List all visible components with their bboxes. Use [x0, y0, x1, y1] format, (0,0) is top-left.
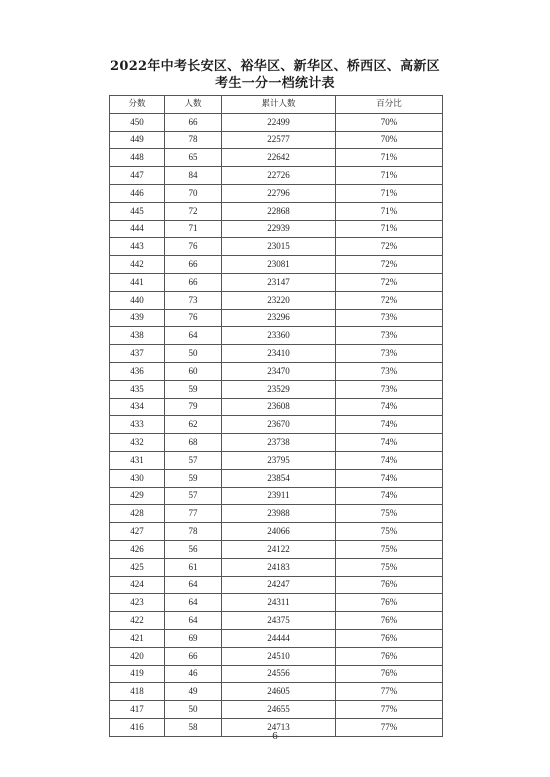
- cell-cumulative: 22642: [222, 149, 336, 167]
- column-header-percent: 百分比: [336, 96, 443, 114]
- table-row: [110, 540, 443, 558]
- cell-score: 444: [110, 220, 165, 238]
- cell-cumulative: 24183: [222, 558, 336, 576]
- table-row: [110, 683, 443, 701]
- cell-cumulative: 24247: [222, 576, 336, 594]
- table-row: [110, 202, 443, 220]
- cell-cumulative: 22939: [222, 220, 336, 238]
- table-row: [110, 238, 443, 256]
- table-row: [110, 665, 443, 683]
- table-row: [110, 487, 443, 505]
- cell-score: 420: [110, 647, 165, 665]
- score-distribution-table: [109, 95, 443, 737]
- cell-percent: 71%: [336, 167, 443, 185]
- cell-count: 57: [165, 451, 222, 469]
- table-row: [110, 327, 443, 345]
- cell-cumulative: 23410: [222, 345, 336, 363]
- cell-score: 443: [110, 238, 165, 256]
- cell-count: 61: [165, 558, 222, 576]
- cell-percent: 71%: [336, 149, 443, 167]
- cell-count: 64: [165, 327, 222, 345]
- cell-score: 432: [110, 434, 165, 452]
- cell-cumulative: 24510: [222, 647, 336, 665]
- cell-percent: 74%: [336, 451, 443, 469]
- table-row: [110, 380, 443, 398]
- cell-cumulative: 23360: [222, 327, 336, 345]
- table-row: [110, 523, 443, 541]
- cell-score: 425: [110, 558, 165, 576]
- table-row: [110, 345, 443, 363]
- cell-percent: 76%: [336, 665, 443, 683]
- cell-score: 446: [110, 184, 165, 202]
- cell-cumulative: 23854: [222, 469, 336, 487]
- cell-score: 428: [110, 505, 165, 523]
- cell-count: 71: [165, 220, 222, 238]
- cell-score: 439: [110, 309, 165, 327]
- cell-percent: 76%: [336, 612, 443, 630]
- cell-score: 426: [110, 540, 165, 558]
- cell-count: 66: [165, 273, 222, 291]
- table-row: [110, 612, 443, 630]
- table-row: [110, 629, 443, 647]
- cell-percent: 72%: [336, 256, 443, 274]
- cell-cumulative: 23608: [222, 398, 336, 416]
- table-row: [110, 362, 443, 380]
- cell-percent: 75%: [336, 505, 443, 523]
- cell-count: 64: [165, 594, 222, 612]
- cell-count: 60: [165, 362, 222, 380]
- cell-score: 422: [110, 612, 165, 630]
- cell-cumulative: 24655: [222, 701, 336, 719]
- cell-count: 78: [165, 523, 222, 541]
- cell-cumulative: 24375: [222, 612, 336, 630]
- table-row: [110, 398, 443, 416]
- cell-count: 62: [165, 416, 222, 434]
- cell-cumulative: 23081: [222, 256, 336, 274]
- cell-cumulative: 23296: [222, 309, 336, 327]
- cell-score: 447: [110, 167, 165, 185]
- cell-cumulative: 23738: [222, 434, 336, 452]
- cell-cumulative: 24713: [222, 718, 336, 736]
- cell-cumulative: 24556: [222, 665, 336, 683]
- cell-cumulative: 22577: [222, 131, 336, 149]
- cell-count: 78: [165, 131, 222, 149]
- cell-count: 79: [165, 398, 222, 416]
- cell-score: 429: [110, 487, 165, 505]
- cell-percent: 77%: [336, 701, 443, 719]
- cell-cumulative: 24311: [222, 594, 336, 612]
- cell-score: 440: [110, 291, 165, 309]
- page-number: 6: [272, 730, 278, 742]
- cell-count: 65: [165, 149, 222, 167]
- cell-score: 450: [110, 113, 165, 131]
- cell-score: 427: [110, 523, 165, 541]
- table-row: [110, 113, 443, 131]
- cell-count: 70: [165, 184, 222, 202]
- cell-percent: 75%: [336, 523, 443, 541]
- cell-score: 445: [110, 202, 165, 220]
- table-header-row: [110, 96, 443, 114]
- table-row: [110, 131, 443, 149]
- cell-percent: 74%: [336, 398, 443, 416]
- cell-score: 417: [110, 701, 165, 719]
- table-row: [110, 273, 443, 291]
- table-row: [110, 594, 443, 612]
- cell-cumulative: 23988: [222, 505, 336, 523]
- cell-count: 68: [165, 434, 222, 452]
- cell-count: 49: [165, 683, 222, 701]
- cell-percent: 72%: [336, 273, 443, 291]
- cell-score: 416: [110, 718, 165, 736]
- cell-count: 46: [165, 665, 222, 683]
- cell-percent: 73%: [336, 380, 443, 398]
- column-header-cumulative: 累计人数: [222, 96, 336, 114]
- cell-count: 73: [165, 291, 222, 309]
- cell-score: 436: [110, 362, 165, 380]
- table-row: [110, 558, 443, 576]
- cell-score: 423: [110, 594, 165, 612]
- table-row: [110, 451, 443, 469]
- cell-score: 431: [110, 451, 165, 469]
- cell-cumulative: 24122: [222, 540, 336, 558]
- cell-cumulative: 24605: [222, 683, 336, 701]
- cell-cumulative: 24066: [222, 523, 336, 541]
- cell-score: 419: [110, 665, 165, 683]
- cell-percent: 77%: [336, 683, 443, 701]
- column-header-count: 人数: [165, 96, 222, 114]
- cell-percent: 71%: [336, 220, 443, 238]
- cell-percent: 77%: [336, 718, 443, 736]
- table-body: [110, 113, 443, 736]
- table-row: [110, 576, 443, 594]
- cell-count: 77: [165, 505, 222, 523]
- cell-score: 437: [110, 345, 165, 363]
- cell-cumulative: 22796: [222, 184, 336, 202]
- cell-count: 57: [165, 487, 222, 505]
- cell-percent: 74%: [336, 416, 443, 434]
- table-row: [110, 647, 443, 665]
- cell-cumulative: 22726: [222, 167, 336, 185]
- cell-score: 449: [110, 131, 165, 149]
- cell-count: 64: [165, 576, 222, 594]
- cell-percent: 74%: [336, 487, 443, 505]
- document-title-line-1: 2022年中考长安区、裕华区、新华区、桥西区、高新区: [110, 59, 440, 74]
- cell-percent: 73%: [336, 362, 443, 380]
- cell-cumulative: 23670: [222, 416, 336, 434]
- column-header-score: 分数: [110, 96, 165, 114]
- table-row: [110, 220, 443, 238]
- table-row: [110, 184, 443, 202]
- cell-percent: 75%: [336, 540, 443, 558]
- cell-count: 64: [165, 612, 222, 630]
- cell-count: 69: [165, 629, 222, 647]
- table-row: [110, 167, 443, 185]
- cell-count: 50: [165, 345, 222, 363]
- cell-score: 418: [110, 683, 165, 701]
- cell-cumulative: 22868: [222, 202, 336, 220]
- cell-percent: 76%: [336, 647, 443, 665]
- cell-percent: 73%: [336, 345, 443, 363]
- cell-percent: 74%: [336, 434, 443, 452]
- cell-cumulative: 23529: [222, 380, 336, 398]
- cell-percent: 73%: [336, 327, 443, 345]
- cell-percent: 76%: [336, 576, 443, 594]
- document-title-line-2: 考生一分一档统计表: [215, 76, 335, 91]
- cell-percent: 71%: [336, 184, 443, 202]
- cell-score: 441: [110, 273, 165, 291]
- cell-percent: 74%: [336, 469, 443, 487]
- cell-count: 72: [165, 202, 222, 220]
- cell-cumulative: 23147: [222, 273, 336, 291]
- table-row: [110, 505, 443, 523]
- cell-score: 438: [110, 327, 165, 345]
- cell-score: 424: [110, 576, 165, 594]
- cell-count: 50: [165, 701, 222, 719]
- table-row: [110, 291, 443, 309]
- cell-score: 430: [110, 469, 165, 487]
- cell-percent: 71%: [336, 202, 443, 220]
- cell-cumulative: 23795: [222, 451, 336, 469]
- cell-score: 421: [110, 629, 165, 647]
- cell-cumulative: 23220: [222, 291, 336, 309]
- cell-score: 433: [110, 416, 165, 434]
- cell-percent: 72%: [336, 291, 443, 309]
- cell-percent: 76%: [336, 629, 443, 647]
- cell-percent: 72%: [336, 238, 443, 256]
- cell-cumulative: 23911: [222, 487, 336, 505]
- cell-score: 448: [110, 149, 165, 167]
- cell-cumulative: 22499: [222, 113, 336, 131]
- cell-count: 66: [165, 256, 222, 274]
- cell-count: 56: [165, 540, 222, 558]
- table-row: [110, 309, 443, 327]
- cell-score: 442: [110, 256, 165, 274]
- cell-count: 66: [165, 647, 222, 665]
- cell-count: 66: [165, 113, 222, 131]
- cell-percent: 75%: [336, 558, 443, 576]
- table-row: [110, 256, 443, 274]
- cell-cumulative: 23015: [222, 238, 336, 256]
- cell-score: 435: [110, 380, 165, 398]
- cell-count: 59: [165, 380, 222, 398]
- cell-count: 58: [165, 718, 222, 736]
- cell-percent: 73%: [336, 309, 443, 327]
- cell-count: 76: [165, 309, 222, 327]
- cell-cumulative: 23470: [222, 362, 336, 380]
- cell-score: 434: [110, 398, 165, 416]
- cell-percent: 70%: [336, 113, 443, 131]
- table-row: [110, 434, 443, 452]
- table-row: [110, 149, 443, 167]
- cell-percent: 70%: [336, 131, 443, 149]
- table-row: [110, 701, 443, 719]
- cell-percent: 76%: [336, 594, 443, 612]
- cell-count: 76: [165, 238, 222, 256]
- table-row: [110, 416, 443, 434]
- cell-cumulative: 24444: [222, 629, 336, 647]
- table-row: [110, 469, 443, 487]
- cell-count: 59: [165, 469, 222, 487]
- cell-count: 84: [165, 167, 222, 185]
